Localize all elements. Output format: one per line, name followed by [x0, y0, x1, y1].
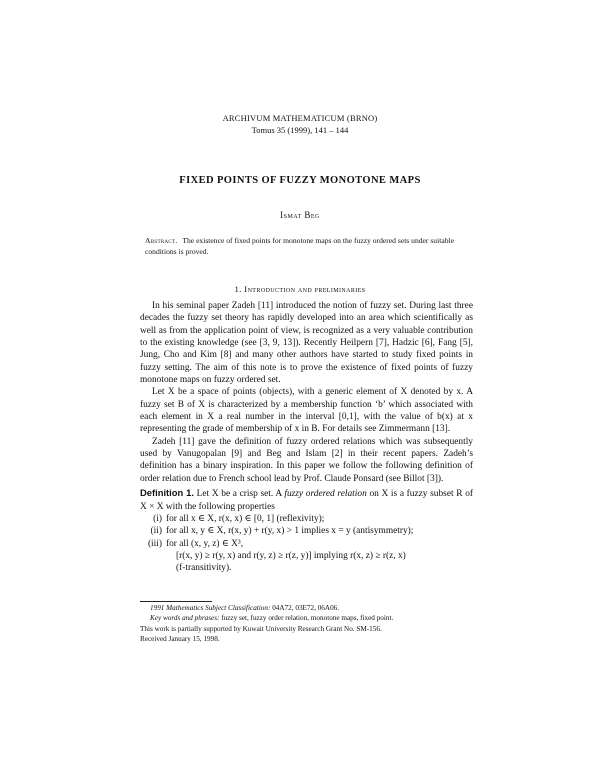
keywords-footnote [150, 613, 473, 623]
property-item [140, 538, 473, 575]
property-text: for all x ∈ X, r(x, x) ∈ [0, 1] (reflexivity); [166, 513, 325, 524]
abstract-text: The existence of fixed points for monotone maps on the fuzzy ordered sets under suitable conditions is proved. [145, 236, 454, 256]
definition-1 [140, 487, 473, 513]
section-heading: 1. Introduction and preliminaries [234, 284, 366, 294]
grant-footnote: This work is partially supported by Kuwait University Research Grant No. SM-156. [140, 624, 382, 633]
definition-label: Definition 1. [140, 487, 194, 499]
property-text: for all x, y ∈ X, r(x, y) + r(y, x) > 1 implies x = y (antisymmetry); [166, 526, 414, 537]
msc-value: 04A72, 03E72, 06A06. [272, 604, 340, 612]
keywords-value: fuzzy set, fuzzy order relation, monotone maps, fixed point. [221, 614, 394, 623]
paragraph-1: In his seminal paper Zadeh [11] introduced the notion of fuzzy set. During last three decades the fuzzy set theory has rapidly developed into an area which scientifically as well as from the application point of view, is recognized as a very valuable contribution to the existing knowledge (see [3, 9, 13]). Recently Heilpern [7], Hadzic [6], Fang [5], Jung, Cho and Kim [8] and many other authors have started to study fixed points in fuzzy setting. The aim of this note is to prove the existence of fixed points of fuzzy monotone maps on fuzzy ordered set. [140, 301, 473, 386]
journal-volume: Tomus 35 (1999), 141 – 144 [251, 125, 349, 135]
abstract-label: Abstract. [145, 236, 178, 245]
abstract [145, 235, 455, 257]
journal-name: ARCHIVUM MATHEMATICUM (BRNO) [222, 113, 378, 123]
property-continuation: [r(x, y) ≥ r(y, x) and r(y, z) ≥ r(z, y)] implying r(x, z) ≥ r(z, x) [176, 550, 406, 561]
keywords-label: Key words and phrases: [150, 614, 220, 623]
msc-label: 1991 Mathematics Subject Classification: [150, 604, 271, 612]
definition-term: fuzzy ordered relation [284, 489, 367, 500]
msc-footnote [150, 603, 473, 613]
property-continuation: (f-transitivity). [176, 563, 232, 574]
property-item [140, 525, 473, 537]
paragraph-3: Zadeh [11] gave the definition of fuzzy ordered relations which was subsequently used by Vanugopalan [9] and Beg and Islam [2] in their recent papers. Zadeh’s definition has a binary inspiration. In this paper we follow the following definition of order relation due to French school lead by Prof. Claude Ponsard (see Billot [3]). [140, 436, 473, 484]
author-name: Ismat Beg [280, 210, 320, 220]
body-text [140, 300, 473, 575]
definition-properties [140, 513, 473, 575]
property-label: (i) [153, 513, 162, 524]
property-label: (iii) [147, 538, 162, 549]
property-label: (ii) [150, 526, 162, 537]
property-item [140, 513, 473, 525]
definition-text-after: on X is a fuzzy subset R of X × X with the following properties [140, 489, 474, 512]
footnotes [140, 603, 473, 644]
footnote-divider [140, 601, 212, 602]
property-text: for all (x, y, z) ∈ X³, [166, 538, 244, 549]
received-footnote: Received January 15, 1998. [140, 634, 220, 643]
definition-text-before: Let X be a crisp set. A [196, 489, 282, 500]
paragraph-2: Let X be a space of points (objects), with a generic element of X denoted by x. A fuzzy set B of X is characterized by a membership function ‘b’ which associated with each element in X a real number in the interval [0,1], with the value of b(x) at x representing the grade of membership of x in B. For details see Zimmermann [13]. [140, 387, 473, 435]
paper-title: FIXED POINTS OF FUZZY MONOTONE MAPS [179, 175, 421, 186]
